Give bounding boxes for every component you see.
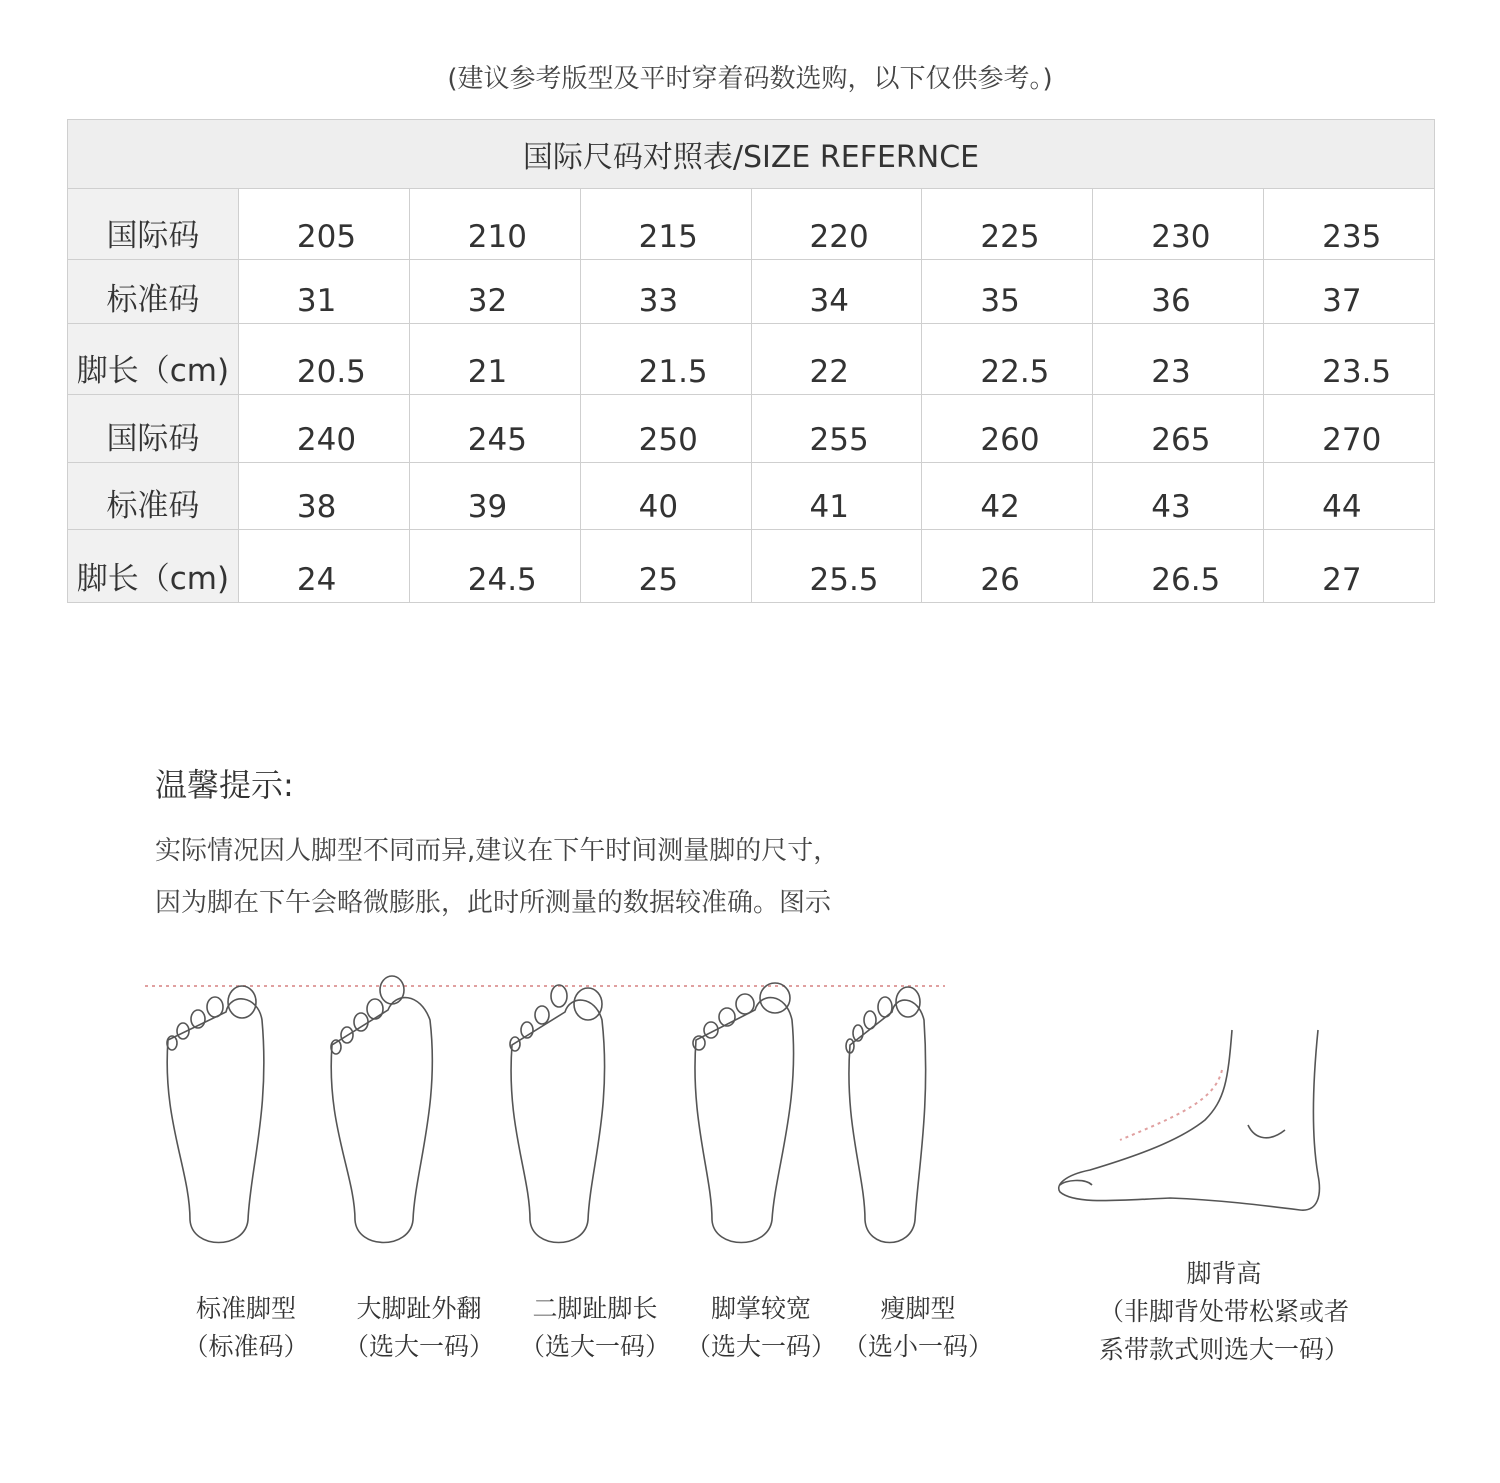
table-cell: 230: [1093, 189, 1264, 259]
instep-title: 脚背高: [1186, 1259, 1262, 1288]
row-label: 脚长（cm): [68, 324, 239, 394]
table-cell: 24.5: [409, 529, 580, 602]
table-cell: 225: [922, 189, 1093, 259]
table-cell: 37: [1264, 259, 1435, 323]
table-cell: 265: [1093, 394, 1264, 462]
table-cell: 44: [1264, 463, 1435, 529]
row-label: 脚长（cm): [68, 529, 239, 602]
table-row: [68, 394, 1435, 462]
foot-type-caption: [818, 1290, 1018, 1366]
size-reference-table: [67, 119, 1435, 603]
table-cell: 23.5: [1264, 324, 1435, 394]
foot-icon: [693, 983, 794, 1243]
row-label: 国际码: [68, 189, 239, 259]
table-cell: 32: [409, 259, 580, 323]
foot-icon: [510, 985, 605, 1243]
foot-type-advice: （选小一码）: [842, 1332, 993, 1361]
foot-type-advice: （选大一码）: [343, 1332, 494, 1361]
table-cell: 25.5: [751, 529, 922, 602]
table-cell: 41: [751, 463, 922, 529]
foot-icon: [846, 987, 926, 1243]
table-cell: 20.5: [238, 324, 409, 394]
tips-title: 温馨提示:: [155, 766, 294, 804]
table-cell: 255: [751, 394, 922, 462]
table-cell: 36: [1093, 259, 1264, 323]
foot-type-caption: [146, 1290, 346, 1366]
table-row: [68, 259, 1435, 323]
foot-type-advice: （选大一码）: [685, 1332, 836, 1361]
foot-type-name: 大脚趾外翻: [356, 1294, 482, 1323]
table-cell: 21: [409, 324, 580, 394]
table-cell: 35: [922, 259, 1093, 323]
foot-type-name: 瘦脚型: [880, 1294, 956, 1323]
foot-type-advice: （标准码）: [183, 1332, 309, 1361]
table-cell: 26.5: [1093, 529, 1264, 602]
size-note: (建议参考版型及平时穿着码数选购，以下仅供参考。): [447, 64, 1053, 94]
foot-types-illustration: [0, 960, 1500, 1260]
table-cell: 235: [1264, 189, 1435, 259]
table-cell: 26: [922, 529, 1093, 602]
foot-type-name: 标准脚型: [195, 1294, 296, 1323]
table-cell: 40: [580, 463, 751, 529]
foot-icon: [167, 986, 264, 1243]
foot-type-name: 脚掌较宽: [710, 1294, 811, 1323]
table-row: [68, 463, 1435, 529]
instep-foot-icon: [1059, 1030, 1320, 1210]
table-cell: 34: [751, 259, 922, 323]
table-cell: 25: [580, 529, 751, 602]
foot-type-advice: （选大一码）: [519, 1332, 670, 1361]
table-cell: 21.5: [580, 324, 751, 394]
table-cell: 270: [1264, 394, 1435, 462]
table-cell: 38: [238, 463, 409, 529]
row-label: 国际码: [68, 394, 239, 462]
foot-icon: [331, 976, 432, 1243]
tips-line: 因为脚在下午会略微膨胀，此时所测量的数据较准确。图示: [155, 888, 832, 918]
table-cell: 22.5: [922, 324, 1093, 394]
table-cell: 220: [751, 189, 922, 259]
table-cell: 42: [922, 463, 1093, 529]
instep-advice-line: （非脚背处带松紧或者: [1098, 1297, 1349, 1326]
row-label: 标准码: [68, 463, 239, 529]
table-cell: 23: [1093, 324, 1264, 394]
table-row: [68, 529, 1435, 602]
row-label: 标准码: [68, 259, 239, 323]
table-cell: 260: [922, 394, 1093, 462]
table-cell: 22: [751, 324, 922, 394]
table-cell: 27: [1264, 529, 1435, 602]
table-row: [68, 189, 1435, 259]
tips-line: 实际情况因人脚型不同而异,建议在下午时间测量脚的尺寸，: [155, 836, 840, 866]
instep-advice-line: 系带款式则选大一码）: [1098, 1335, 1349, 1364]
foot-type-name: 二脚趾脚长: [532, 1294, 658, 1323]
table-cell: 205: [238, 189, 409, 259]
table-cell: 31: [238, 259, 409, 323]
foot-type-caption: [319, 1290, 519, 1366]
table-cell: 24: [238, 529, 409, 602]
table-cell: 245: [409, 394, 580, 462]
table-title: 国际尺码对照表/SIZE REFERNCE: [68, 120, 1435, 189]
instep-guide-line: [1120, 1070, 1222, 1140]
table-cell: 250: [580, 394, 751, 462]
table-cell: 33: [580, 259, 751, 323]
table-row: [68, 324, 1435, 394]
table-cell: 39: [409, 463, 580, 529]
instep-caption: [1064, 1255, 1384, 1369]
table-cell: 240: [238, 394, 409, 462]
table-cell: 215: [580, 189, 751, 259]
table-cell: 43: [1093, 463, 1264, 529]
table-cell: 210: [409, 189, 580, 259]
